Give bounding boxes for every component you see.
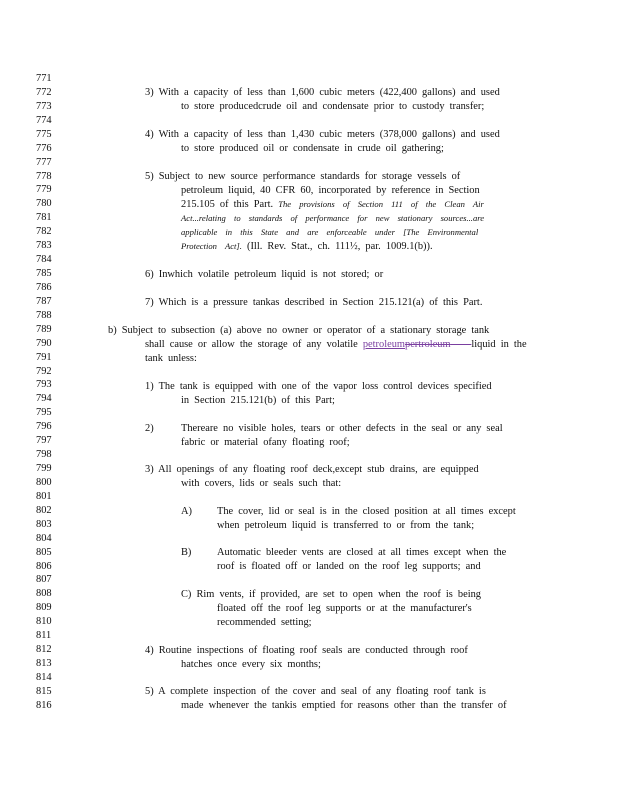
item-b3c-line1: C) Rim vents, if provided, are set to open when the roof is being (181, 589, 482, 600)
line-number: 813 (36, 658, 52, 670)
line-number: 793 (36, 379, 52, 391)
line-number: 809 (36, 602, 52, 614)
item-b1-line1: 1) The tank is equipped with one of the vapor loss control devices specified (145, 381, 492, 392)
line-number: 782 (36, 226, 52, 238)
line-number: 775 (36, 128, 52, 140)
line-number: 776 (36, 142, 52, 154)
line-number: 780 (36, 198, 52, 210)
item-b3-line2: with covers, lids or seals such that: (181, 478, 342, 489)
line-number: 795 (36, 407, 52, 419)
item-b3b-letter: B) (181, 547, 192, 558)
item-b-line2 (145, 338, 527, 352)
item-a5-line5: applicable in this State and are enforceable under [The Environmental (181, 227, 479, 237)
item-b5-line2: made whenever the tankis emptied for reasons other than the transfer of (181, 700, 507, 711)
item-b-line3: tank unless: (145, 353, 197, 364)
item-b2-line2: fabric or material ofany floating roof; (181, 437, 350, 448)
item-b4-line2: hatches once every six months; (181, 659, 321, 670)
item-b3b-line2: roof is floated off or landed on the roof leg supports; and (217, 561, 481, 572)
line-number: 785 (36, 268, 52, 280)
line-number: 811 (36, 630, 52, 642)
item-a7-line1: 7) Which is a pressure tankas described in Section 215.121(a) of this Part. (145, 297, 483, 308)
line-number: 797 (36, 435, 52, 447)
line-number: 810 (36, 616, 52, 628)
item-a5-line2: petroleum liquid, 40 CFR 60, incorporated by reference in Section (181, 185, 480, 196)
item-b-text-end: liquid in the (471, 339, 527, 350)
line-number: 808 (36, 588, 52, 600)
deletion-rule (451, 339, 472, 350)
line-number: 816 (36, 699, 52, 711)
line-number: 798 (36, 449, 52, 461)
item-b3c-line3: recommended setting; (217, 617, 312, 628)
line-number: 778 (36, 170, 52, 182)
line-number: 791 (36, 351, 52, 363)
item-b3c-line2: floated off the roof leg supports or at the manufacturer's (217, 603, 472, 614)
deleted-text: pertroleum (405, 339, 451, 350)
item-a5-italic-quote: The provisions of Section 111 of the Clean Air (278, 199, 484, 209)
item-b-text: shall cause or allow the storage of any volatile (145, 339, 358, 350)
line-number: 812 (36, 644, 52, 656)
item-b3-line1: 3) All openings of any floating roof deck,except stub drains, are equipped (145, 464, 479, 475)
line-number: 804 (36, 532, 52, 544)
item-a3-line1: 3) With a capacity of less than 1,600 cubic meters (422,400 gallons) and used (145, 87, 500, 98)
line-number: 807 (36, 574, 52, 586)
item-a5-act-name: Protection Act]. (181, 241, 242, 251)
line-number: 789 (36, 323, 52, 335)
item-a3-line2: to store producedcrude oil and condensate prior to custody transfer; (181, 101, 485, 112)
line-number: 784 (36, 254, 52, 266)
line-number: 792 (36, 365, 52, 377)
item-b3a-letter: A) (181, 506, 192, 517)
item-b3a-line2: when petroleum liquid is transferred to or from the tank; (217, 520, 475, 531)
item-b2-number: 2) (145, 423, 154, 434)
item-b2-line1: Thereare no visible holes, tears or other defects in the seal or any seal (181, 423, 503, 434)
item-a5-line6 (181, 240, 433, 254)
item-a5-citation: (Ill. Rev. Stat., ch. 111½, par. 1009.1(b)). (247, 241, 433, 252)
item-a4-line2: to store produced oil or condensate in crude oil gathering; (181, 143, 444, 154)
line-number: 781 (36, 212, 52, 224)
line-number: 800 (36, 476, 52, 488)
line-number: 802 (36, 504, 52, 516)
line-number: 815 (36, 685, 52, 697)
line-number: 771 (36, 73, 52, 84)
item-a5-line3 (181, 198, 484, 212)
line-number: 803 (36, 518, 52, 530)
line-number: 790 (36, 337, 52, 349)
item-a4-line1: 4) With a capacity of less than 1,430 cubic meters (378,000 gallons) and used (145, 129, 500, 140)
item-b4-line1: 4) Routine inspections of floating roof seals are conducted through roof (145, 645, 468, 656)
item-a6-line1: 6) Inwhich volatile petroleum liquid is not stored; or (145, 269, 384, 280)
line-number: 788 (36, 309, 52, 321)
line-number: 774 (36, 114, 52, 126)
line-number: 805 (36, 546, 52, 558)
item-a5-line1: 5) Subject to new source performance standards for storage vessels of (145, 171, 461, 182)
line-number: 779 (36, 184, 52, 196)
item-b5-line1: 5) A complete inspection of the cover and seal of any floating roof tank is (145, 686, 486, 697)
inserted-text: petroleum (362, 339, 405, 350)
line-number: 806 (36, 560, 52, 572)
line-number: 794 (36, 393, 52, 405)
item-a5-section-ref: 215.105 of this Part. (181, 199, 274, 210)
line-number: 786 (36, 281, 52, 293)
line-number: 787 (36, 295, 52, 307)
line-number: 801 (36, 490, 52, 502)
item-b-line1: b) Subject to subsection (a) above no owner or operator of a stationary storage tank (108, 325, 490, 336)
line-number: 777 (36, 156, 52, 168)
line-number: 799 (36, 463, 52, 475)
line-number: 814 (36, 671, 52, 683)
item-a5-line4: Act...relating to standards of performance for new stationary sources...are (181, 213, 485, 223)
line-number: 772 (36, 86, 52, 98)
item-b1-line2: in Section 215.121(b) of this Part; (181, 395, 335, 406)
line-number: 796 (36, 421, 52, 433)
item-b3b-line1: Automatic bleeder vents are closed at all times except when the (217, 547, 507, 558)
line-number: 773 (36, 100, 52, 112)
item-b3a-line1: The cover, lid or seal is in the closed position at all times except (217, 506, 516, 517)
line-number: 783 (36, 240, 52, 252)
